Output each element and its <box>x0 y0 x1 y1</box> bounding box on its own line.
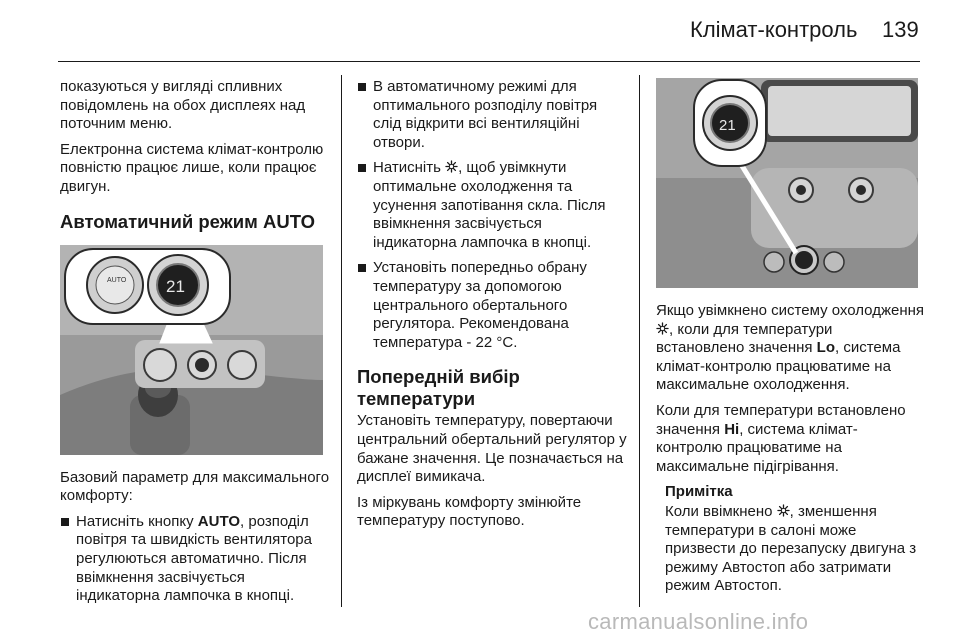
paragraph-rotate-knob: Установіть температуру, повертаючи центральний обертальний регулятор у бажане значення. Це позначається на дисплеї вимикача. <box>357 412 627 486</box>
temperature-display: 21 <box>719 117 736 134</box>
climate-control-panel-photo <box>60 245 323 455</box>
paragraph-popup-messages: показуються у вигляді спливних повідомлень на обох дисплеях над поточним меню. <box>60 78 306 133</box>
note-text-part: Коли ввімкнено <box>665 502 777 520</box>
paragraph-cooling-lo <box>656 302 924 395</box>
bullet-bold-text: AUTO <box>197 512 241 530</box>
value-hi: Hi <box>724 420 740 438</box>
snowflake-icon <box>777 504 790 517</box>
page-number: 139 <box>882 17 919 42</box>
paragraph-comfort: Із міркувань комфорту змінюйте температуру поступово. <box>357 493 582 530</box>
paragraph-text: Коли для температури встановлено значення <box>656 401 906 438</box>
paragraph-text: Якщо увімкнено систему охолодження <box>656 302 925 319</box>
paragraph-text: , коли для температури встановлено значення <box>656 320 833 357</box>
note-text-part: , зменшення температури в салоні може призвести до перезапуску двигуна з режиму Автостоп або затримати режим Автостоп. <box>665 502 917 595</box>
middle-column <box>357 78 629 538</box>
snowflake-icon <box>656 322 669 335</box>
note-title: Примітка <box>665 483 733 501</box>
list-item-ac-button <box>357 159 629 252</box>
note-box <box>656 483 924 596</box>
section-heading-auto: Автоматичний режим AUTO <box>60 210 316 232</box>
note-text <box>665 503 924 596</box>
section-heading-temperature: Попередній вибір температури <box>357 366 520 410</box>
header-rule <box>58 61 920 62</box>
bullet-text: , розподіл повітря та швидкість вентилятора регулюються автоматично. Після ввімкнення засвічується індикаторна лампочка в кнопці. <box>76 512 312 605</box>
bullet-list-left <box>60 513 330 606</box>
paragraph-engine-running: Електронна система клімат-контролю повністю працює лише, коли працює двигун. <box>60 140 324 195</box>
list-item-open-vents: В автоматичному режимі для оптимального розподілу повітря слід відкрити всі вентиляційні отвори. <box>357 78 629 152</box>
temperature-display: 21 <box>166 276 185 296</box>
list-item-auto-button <box>60 513 330 606</box>
paragraph-heating-hi <box>656 402 924 476</box>
value-lo: Lo <box>816 339 835 357</box>
paragraph-base-setting: Базовий параметр для максимального комфорту: <box>60 468 330 505</box>
bullet-text: Натисніть кнопку <box>76 512 198 530</box>
auto-button-label: AUTO <box>107 276 127 284</box>
snowflake-icon <box>445 160 458 173</box>
column-divider-left <box>341 75 342 607</box>
left-column <box>60 78 330 613</box>
paragraph-text: , система клімат-контролю працюватиме на максимальне охолодження. <box>656 339 901 394</box>
column-divider-right <box>639 75 640 607</box>
header-title: Клімат-контроль <box>690 17 858 42</box>
center-console-photo <box>656 78 918 288</box>
bullet-text: , щоб увімкнути оптимальне охолодження та усунення запотівання скла. Після ввімкнення засвічується індикаторна лампочка в кнопці. <box>373 159 606 251</box>
bullet-text: Натисніть <box>373 159 446 177</box>
list-item-set-temperature: Установіть попередньо обрану температуру за допомогою центрального обертального регулятора. Рекомендована температура - 22 °C. <box>357 259 629 352</box>
watermark: carmanualsonline.info <box>588 609 809 634</box>
paragraph-text: , система клімат-контролю працюватиме на максимальне підігрівання. <box>656 420 858 475</box>
bullet-list-middle <box>357 78 629 352</box>
right-column <box>656 78 924 596</box>
